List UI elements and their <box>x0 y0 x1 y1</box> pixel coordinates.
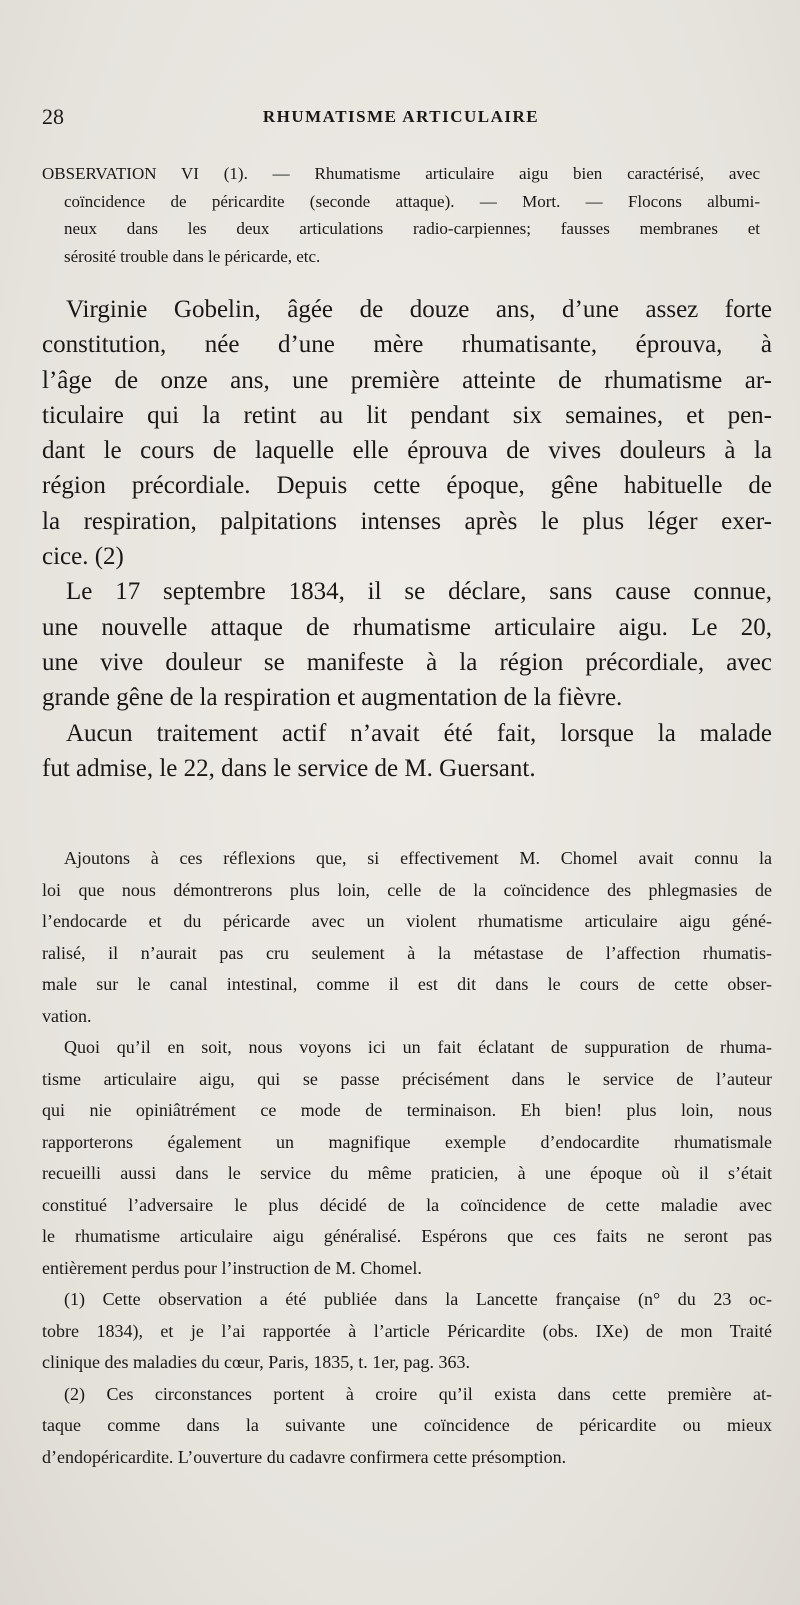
observation-line: sérosité trouble dans le péricarde, etc. <box>64 246 321 266</box>
running-head: RHUMATISME ARTICULAIRE <box>262 107 540 126</box>
main-line: constitution, née d’une mère rhumatisante, éprouva, à <box>42 331 772 359</box>
main-line: cice. (2) <box>42 543 124 571</box>
note-line: Quoi qu’il en soit, nous voyons ici un fait éclatant de suppuration de rhuma- <box>64 1037 772 1057</box>
notes-section <box>42 843 772 1473</box>
observation-line: OBSERVATION VI (1). — Rhumatisme articulaire aigu bien caractérisé, avec <box>42 164 760 183</box>
observation-line: coïncidence de péricardite (seconde attaque). — Mort. — Flocons albumi- <box>64 191 760 211</box>
note-line: le rhumatisme articulaire aigu généralisé. Espérons que ces faits ne seront pas <box>42 1226 772 1246</box>
note-line: ralisé, il n’aurait pas cru seulement à la métastase de l’affection rhumatis- <box>42 942 772 963</box>
footnote-1-line: (1) Cette observation a été publiée dans la Lancette française (n° du 23 oc- <box>64 1289 772 1309</box>
note-line: Ajoutons à ces réflexions que, si effectivement M. Chomel avait connu la <box>64 848 772 868</box>
note-line: rapporterons également un magnifique exemple d’endocardite rhumatismale <box>42 1131 772 1152</box>
observation-title <box>42 160 760 270</box>
main-line: Virginie Gobelin, âgée de douze ans, d’une assez forte <box>66 296 772 323</box>
main-line: Le 17 septembre 1834, il se déclare, sans cause connue, <box>66 578 772 606</box>
main-line: la respiration, palpitations intenses après le plus léger exer- <box>42 507 772 535</box>
main-line: une nouvelle attaque de rhumatisme articulaire aigu. Le 20, <box>42 613 772 641</box>
main-line: grande gêne de la respiration et augmentation de la fièvre. <box>42 684 623 712</box>
main-line: fut admise, le 22, dans le service de M. Guersant. <box>42 754 536 782</box>
note-line: male sur le canal intestinal, comme il est dit dans le cours de cette obser- <box>42 974 772 994</box>
footnote-2-line: (2) Ces circonstances portent à croire qu’il exista dans cette première at- <box>64 1383 772 1404</box>
note-line: loi que nous démontrerons plus loin, celle de la coïncidence des phlegmasies de <box>42 879 772 900</box>
observation-line: neux dans les deux articulations radio-carpiennes; fausses membranes et <box>64 219 760 238</box>
footnote-1-line: clinique des maladies du cœur, Paris, 1835, t. 1er, pag. 363. <box>42 1352 470 1372</box>
main-line: Aucun traitement actif n’avait été fait, lorsque la malade <box>66 719 772 747</box>
note-line: entièrement perdus pour l’instruction de M. Chomel. <box>42 1257 422 1278</box>
main-line: ticulaire qui la retint au lit pendant six semaines, et pen- <box>42 401 772 429</box>
page-header <box>42 104 760 134</box>
footnote-1-line: tobre 1834), et je l’ai rapportée à l’article Péricardite (obs. IXe) de mon Traité <box>42 1320 772 1341</box>
main-text <box>42 292 772 786</box>
footnote-2-line: taque comme dans la suivante une coïncidence de péricardite ou mieux <box>42 1415 772 1435</box>
note-line: constitué l’adversaire le plus décidé de la coïncidence de cette maladie avec <box>42 1194 772 1215</box>
main-line: région précordiale. Depuis cette époque, gêne habituelle de <box>42 472 772 500</box>
note-line: vation. <box>42 1005 92 1026</box>
main-line: une vive douleur se manifeste à la région précordiale, avec <box>42 648 772 676</box>
note-line: qui nie opiniâtrément ce mode de terminaison. Eh bien! plus loin, nous <box>42 1100 772 1120</box>
main-line: l’âge de onze ans, une première atteinte de rhumatisme ar- <box>42 366 772 394</box>
note-line: tisme articulaire aigu, qui se passe précisément dans le service de l’auteur <box>42 1068 772 1089</box>
page-number: 28 <box>42 104 64 129</box>
main-line: dant le cours de laquelle elle éprouva de vives douleurs à la <box>42 437 772 465</box>
footnote-2-line: d’endopéricardite. L’ouverture du cadavre confirmera cette présomption. <box>42 1446 567 1467</box>
note-line: l’endocarde et du péricarde avec un violent rhumatisme articulaire aigu géné- <box>42 911 772 931</box>
note-line: recueilli aussi dans le service du même praticien, à une époque où il s’était <box>42 1163 772 1183</box>
